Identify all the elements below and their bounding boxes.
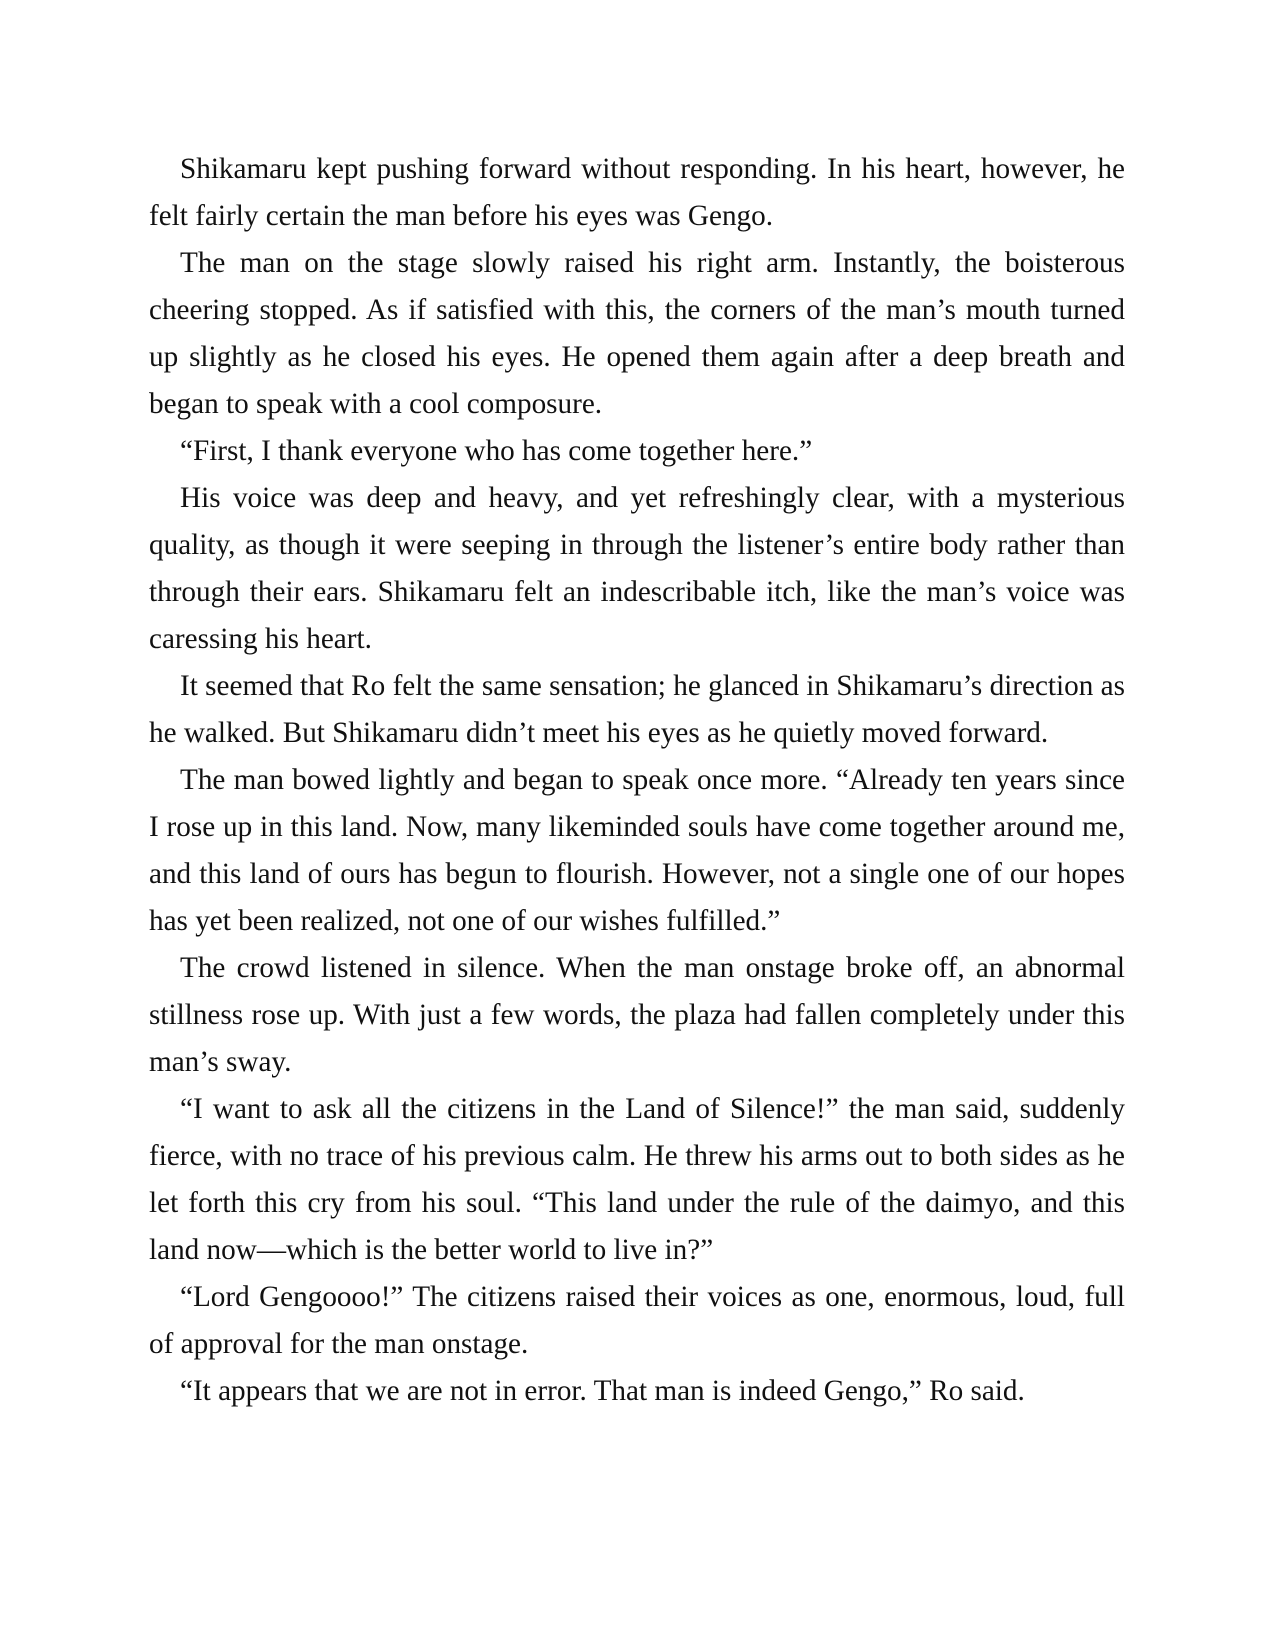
paragraph-6: The man bowed lightly and began to speak once more. “Already ten years since I rose up in this land. Now, many likeminded souls have come together around me, and this land of ours has begun to flourish. However, not a single one of our hopes has yet been realized, not one of our wishes fulfilled.”	[149, 764, 1125, 937]
paragraph-9: “Lord Gengoooo!” The citizens raised their voices as one, enormous, loud, full of approval for the man onstage.	[149, 1281, 1125, 1360]
paragraph-7: The crowd listened in silence. When the man onstage broke off, an abnormal stillness rose up. With just a few words, the plaza had fallen completely under this man’s sway.	[149, 952, 1125, 1078]
paragraph-4: His voice was deep and heavy, and yet refreshingly clear, with a mysterious quality, as though it were seeping in through the listener’s entire body rather than through their ears. Shikamaru felt an indescribable itch, like the man’s voice was caressing his heart.	[149, 482, 1125, 655]
paragraph-1: Shikamaru kept pushing forward without responding. In his heart, however, he felt fairly certain the man before his eyes was Gengo.	[149, 153, 1125, 232]
paragraph-3: “First, I thank everyone who has come together here.”	[180, 435, 813, 467]
paragraph-10: “It appears that we are not in error. That man is indeed Gengo,” Ro said.	[180, 1375, 1025, 1407]
paragraph-5: It seemed that Ro felt the same sensation; he glanced in Shikamaru’s direction as he walked. But Shikamaru didn’t meet his eyes as he quietly moved forward.	[149, 670, 1125, 749]
paragraph-2: The man on the stage slowly raised his right arm. Instantly, the boisterous cheering stopped. As if satisfied with this, the corners of the man’s mouth turned up slightly as he closed his eyes. He opened them again after a deep breath and began to speak with a cool composure.	[149, 247, 1125, 420]
document-page	[149, 146, 1125, 1415]
paragraph-8: “I want to ask all the citizens in the Land of Silence!” the man said, suddenly fierce, with no trace of his previous calm. He threw his arms out to both sides as he let forth this cry from his soul. “This land under the rule of the daimyo, and this land now—which is the better world to live in?”	[149, 1093, 1125, 1266]
